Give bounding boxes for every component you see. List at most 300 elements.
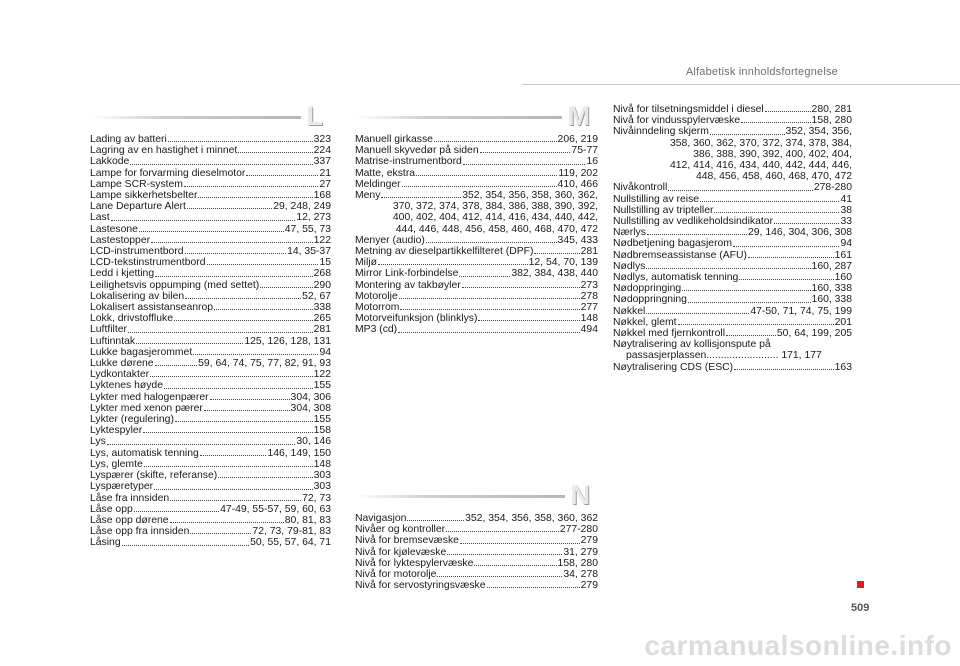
entry-pages: 158 [313, 425, 331, 437]
index-entry [613, 362, 852, 373]
entry-term: Nivå for kjølevæske [355, 546, 447, 558]
entry-term: Miljø [355, 257, 377, 269]
entry-term: Montering av takbøyler [355, 279, 461, 291]
entry-term: Låse opp [90, 503, 133, 515]
entry-term: Motorveifunksjon (blinklys) [355, 313, 478, 325]
dot-leader [381, 196, 461, 198]
entry-term: Lukke bagasjerommet [90, 346, 193, 358]
entry-term: Lakkode [90, 156, 130, 168]
index-entry [90, 190, 331, 201]
heading-bar [90, 116, 301, 119]
entry-term: Låsing [90, 537, 121, 549]
entry-pages: 38 [840, 204, 852, 216]
index-entry [613, 194, 852, 205]
entry-pages: 278-280 [813, 182, 852, 194]
entry-pages: 304, 306 [290, 391, 331, 403]
watermark: carmanualsonline.info [644, 630, 952, 661]
entry-pages: 201 [834, 316, 852, 328]
index-entry [90, 179, 331, 190]
entry-term: Nødoppringning [613, 294, 687, 306]
dot-leader [193, 353, 318, 355]
dot-leader [426, 241, 557, 243]
dot-leader [668, 189, 813, 191]
dot-leader [700, 200, 839, 202]
entry-pages: 12, 273 [296, 212, 331, 224]
entry-term: Motorrom [355, 302, 400, 314]
entry-term: Nivå for bremsevæske [355, 535, 459, 547]
entry-pages: 41 [840, 193, 852, 205]
index-entry [90, 470, 331, 481]
entry-term: Matrise-instrumentbord [355, 156, 462, 168]
index-entry [90, 302, 331, 313]
entry-pages: 12, 54, 70, 139 [528, 257, 598, 269]
entry-term: Lyspærer (skifte, referanse) [90, 470, 218, 482]
entry-pages: 273 [580, 279, 598, 291]
dot-leader [143, 431, 312, 433]
dot-leader [122, 544, 249, 546]
entry-pages: 160, 287 [811, 260, 852, 272]
entry-term: Ledd i kjetting [90, 268, 155, 280]
dot-leader [175, 420, 313, 422]
dot-leader [151, 241, 313, 243]
index-entry [90, 336, 331, 347]
dot-leader [144, 465, 313, 467]
dot-leader [246, 174, 318, 176]
dot-leader [398, 331, 580, 333]
dot-leader [734, 368, 834, 370]
dot-leader [459, 275, 510, 277]
dot-leader [474, 564, 556, 566]
index-entry [90, 235, 331, 246]
dot-leader [134, 510, 219, 512]
index-entry [90, 403, 331, 414]
entry-pages: 158, 280 [557, 557, 598, 569]
entry-pages: 352, 354, 356, 358, 360, 362, [462, 190, 598, 202]
index-entry [90, 313, 331, 324]
dot-leader [678, 323, 834, 325]
index-entry [90, 493, 331, 504]
entry-term: Låse opp fra innsiden [90, 526, 190, 538]
section-n-continued [613, 104, 852, 373]
index-entry [355, 179, 598, 190]
entry-pages-continued: 386, 388, 390, 392, 400, 402, 404, [693, 148, 852, 160]
entry-pages: 34, 278 [563, 569, 598, 581]
index-entry [355, 324, 598, 335]
entry-term: Meny [355, 190, 381, 202]
dot-leader [185, 297, 301, 299]
entry-term: Metning av dieselpartikkelfilteret (DPF) [355, 246, 534, 258]
index-entry [355, 580, 598, 591]
index-entry [90, 280, 331, 291]
index-entries [613, 104, 852, 373]
entry-term: Manuell girkasse [355, 134, 433, 145]
index-entry [613, 115, 852, 126]
entry-pages: 119, 202 [558, 167, 598, 179]
entry-pages: 224 [313, 145, 331, 157]
section-heading-m [355, 101, 598, 131]
dot-leader [200, 454, 267, 456]
index-entry [90, 537, 331, 548]
entry-term: Lukke dørene [90, 358, 154, 370]
entry-term: Lyspæretyper [90, 481, 154, 493]
entry-term: Meldinger [355, 178, 401, 190]
index-entry [613, 339, 852, 350]
entry-pages: 168 [313, 190, 331, 202]
index-entry [613, 238, 852, 249]
entry-term: Lyktespyler [90, 425, 143, 437]
entry-pages: 160, 338 [811, 294, 852, 306]
entry-pages: 345, 433 [557, 234, 598, 246]
section-letter: L [306, 101, 323, 131]
entry-pages: 410, 466 [557, 178, 598, 190]
index-entry [613, 294, 852, 305]
entry-term: Lastesone [90, 223, 138, 235]
index-entry [613, 317, 852, 328]
dot-leader [407, 519, 464, 521]
entry-term: Lane Departure Alert [90, 201, 186, 213]
index-entry [90, 414, 331, 425]
index-entry [613, 283, 852, 294]
index-entry [90, 212, 331, 223]
entry-pages: 30, 146 [296, 436, 331, 448]
index-entry [355, 190, 598, 201]
entry-term: Navigasjon [355, 513, 407, 524]
entry-term: MP3 (cd) [355, 324, 398, 336]
entry-term: LCD-instrumentbord [90, 246, 184, 258]
entry-term: Nivåinndeling skjerm [613, 126, 709, 138]
entry-pages: 52, 67 [302, 290, 331, 302]
index-entry [90, 504, 331, 515]
entry-term: Nødlys [613, 260, 646, 272]
entry-term: Lys, glemte [90, 458, 143, 470]
index-entry [90, 459, 331, 470]
entry-pages: 155 [313, 380, 331, 392]
index-entry [355, 558, 598, 569]
entry-term: Nivåer og kontroller [355, 524, 446, 536]
index-entry [90, 515, 331, 526]
dot-leader [487, 586, 580, 588]
entry-pages: 125, 126, 128, 131 [244, 335, 331, 347]
dot-leader [480, 151, 571, 153]
entry-pages: 14, 35-37 [287, 246, 331, 258]
page-number: 509 [851, 602, 870, 614]
entry-pages: 352, 354, 356, 358, 360, 362 [465, 513, 598, 524]
index-entry [90, 134, 331, 145]
index-entry [90, 145, 331, 156]
section-m [355, 101, 598, 336]
entry-term: Nivåkontroll [613, 182, 668, 194]
dot-leader [260, 286, 312, 288]
dot-leader [399, 297, 580, 299]
entry-term: Lyktenes høyde [90, 380, 163, 392]
entry-term: Lagring av en hastighet i minnet [90, 145, 238, 157]
entry-pages: 323 [313, 134, 331, 145]
entry-term: Nøkkel med fjernkontroll [613, 328, 726, 340]
dot-leader [402, 185, 557, 187]
entry-pages: 265 [313, 313, 331, 325]
entry-pages: 268 [313, 268, 331, 280]
dot-leader [155, 275, 313, 277]
entry-term: Lydkontakter [90, 369, 150, 381]
entry-term: Nullstilling av tripteller [613, 204, 714, 216]
index-entry [613, 216, 852, 227]
dot-leader [130, 163, 312, 165]
dot-leader [726, 334, 776, 336]
index-entry [90, 369, 331, 380]
page-header-title: Alfabetisk innholdsfortegnelse [685, 66, 838, 78]
entry-pages: 382, 384, 438, 440 [511, 268, 598, 280]
entry-term: Menyer (audio) [355, 234, 425, 246]
dot-leader [534, 252, 579, 254]
entry-term: Lys [90, 436, 106, 448]
dot-leader [168, 140, 313, 142]
entry-term: Luftinntak [90, 335, 136, 347]
index-entry [355, 246, 598, 257]
entry-term: Låse fra innsiden [90, 492, 170, 504]
entry-pages: 277 [580, 302, 598, 314]
entry-pages: 47-50, 71, 74, 75, 199 [750, 305, 852, 317]
dot-leader [107, 443, 296, 445]
index-entry [355, 156, 598, 167]
dot-leader [739, 278, 833, 280]
index-entry [355, 513, 598, 524]
entry-pages: 161 [834, 249, 852, 261]
index-entry [613, 306, 852, 317]
entry-term: Last [90, 212, 110, 224]
index-entry [355, 524, 598, 535]
entry-pages: 160, 338 [811, 283, 852, 295]
entry-pages: 279 [580, 535, 598, 547]
section-letter: N [570, 480, 590, 510]
entry-term: Nivå for lyktespylervæske [355, 557, 474, 569]
section-letter: M [567, 101, 590, 131]
entry-term: Lykter med halogenpærer [90, 391, 209, 403]
entry-pages: 160 [834, 272, 852, 284]
section-n [355, 480, 598, 592]
entry-term: Nødlys, automatisk tenning [613, 272, 739, 284]
entry-term: Lastestopper [90, 234, 151, 246]
entry-pages: 158, 280 [811, 115, 852, 127]
index-entry [90, 257, 331, 268]
entry-term: Nødbremseassistanse (AFU) [613, 249, 747, 261]
entry-pages-continued: 358, 360, 362, 370, 372, 374, 378, 384, [670, 137, 852, 149]
index-entry [613, 182, 852, 193]
dot-leader [136, 342, 243, 344]
entry-pages: 50, 64, 199, 205 [776, 328, 852, 340]
dot-leader [190, 532, 251, 534]
dot-leader [187, 207, 272, 209]
entry-pages-continued: passasjerplassen......................... 171, 177 [626, 350, 822, 362]
dot-leader [748, 256, 834, 258]
index-entry [355, 280, 598, 291]
index-entry [355, 268, 598, 279]
dot-leader [710, 133, 785, 135]
index-entry [613, 261, 852, 272]
entry-pages: 21 [319, 167, 331, 179]
dot-leader [207, 263, 319, 265]
dot-leader [478, 319, 579, 321]
entry-pages-continued: 400, 402, 404, 412, 414, 416, 434, 440, 442, [392, 212, 598, 224]
index-entry [90, 201, 331, 212]
dot-leader [774, 222, 839, 224]
index-entry [613, 205, 852, 216]
entry-term: Lys, automatisk tenning [90, 447, 199, 459]
entry-pages: 281 [313, 324, 331, 336]
red-square-marker [857, 581, 864, 588]
entry-pages: 278 [580, 290, 598, 302]
dot-leader [170, 499, 301, 501]
entry-pages-continued: 370, 372, 374, 378, 384, 386, 388, 390, 392, [392, 201, 598, 213]
index-entry [90, 246, 331, 257]
entry-pages-continued: 444, 446, 448, 456, 458, 460, 468, 470, 472 [395, 223, 598, 235]
entry-term: Matte, ekstra [355, 167, 416, 179]
dot-leader [128, 331, 313, 333]
index-entry [90, 380, 331, 391]
index-entry [355, 547, 598, 558]
dot-leader [765, 110, 811, 112]
index-entry [90, 436, 331, 447]
dot-leader [154, 488, 313, 490]
index-entry [355, 569, 598, 580]
heading-bar [355, 116, 562, 119]
index-entries [90, 132, 331, 549]
entry-term: Lykter med xenon pærer [90, 402, 203, 414]
dot-leader [170, 521, 284, 523]
entry-pages: 59, 64, 74, 75, 77, 82, 91, 93 [198, 358, 331, 370]
entry-pages: 47-49, 55-57, 59, 60, 63 [220, 503, 331, 515]
entry-pages: 277-280 [559, 524, 598, 536]
section-heading-l [90, 101, 331, 131]
entry-pages: 31, 279 [563, 546, 598, 558]
entry-pages: 280, 281 [811, 104, 852, 115]
entry-pages: 337 [313, 156, 331, 168]
entry-pages: 148 [580, 313, 598, 325]
dot-leader [462, 286, 580, 288]
index-entry [90, 358, 331, 369]
index-entry [613, 126, 852, 137]
entry-pages: 27 [319, 178, 331, 190]
entry-term: Nullstilling av vedlikeholdsindikator [613, 216, 773, 228]
index-entry [355, 535, 598, 546]
index-entry [613, 104, 852, 115]
entry-term: Lokalisert assistanseanrop [90, 302, 214, 314]
entry-term: Leilighetsvis oppumping (med settet) [90, 279, 260, 291]
index-entry [90, 224, 331, 235]
entry-term: Lampe for forvarming dieselmotor [90, 167, 246, 179]
entry-term: Nødoppringing [613, 283, 682, 295]
entry-pages: 338 [313, 302, 331, 314]
index-entry [613, 250, 852, 261]
index-entry [355, 313, 598, 324]
dot-leader [733, 245, 839, 247]
entry-term: Lokk, drivstoffluke [90, 313, 173, 325]
entry-pages: 146, 149, 150 [267, 447, 331, 459]
dot-leader [446, 530, 559, 532]
entry-pages: 122 [313, 234, 331, 246]
section-l [90, 101, 331, 549]
entry-term: Nøkkel [613, 305, 646, 317]
entry-term: Lampe sikkerhetsbelter [90, 190, 198, 202]
dot-leader [688, 301, 811, 303]
index-entries [355, 511, 598, 591]
dot-leader [416, 174, 557, 176]
dot-leader [214, 308, 313, 310]
entry-pages: 279 [580, 580, 598, 592]
entry-term: Nøkkel, glemt [613, 316, 677, 328]
dot-leader [204, 409, 290, 411]
index-entry [90, 291, 331, 302]
dot-leader [400, 308, 579, 310]
entry-pages: 303 [313, 470, 331, 482]
index-entry [90, 526, 331, 537]
index-entry [355, 235, 598, 246]
dot-leader [646, 312, 749, 314]
index-entry [90, 448, 331, 459]
entry-pages: 148 [313, 458, 331, 470]
entry-pages: 155 [313, 414, 331, 426]
entry-term: Nivå for tilsetningsmiddel i diesel [613, 104, 764, 115]
dot-leader [184, 185, 318, 187]
dot-leader [434, 140, 557, 142]
index-entry [355, 291, 598, 302]
entry-term: Manuell skyvedør på siden [355, 145, 479, 157]
dot-leader [198, 196, 312, 198]
entry-pages: 29, 146, 304, 306, 308 [748, 227, 852, 239]
entry-term: Nivå for servostyringsvæske [355, 580, 486, 592]
dot-leader [238, 151, 312, 153]
entry-term: Nivå for vindusspylervæske [613, 115, 741, 127]
entry-pages-continued: 448, 456, 458, 460, 468, 470, 472 [696, 171, 852, 183]
entry-term: Låse opp dørene [90, 514, 169, 526]
dot-leader [155, 364, 198, 366]
entry-term: Nødbetjening bagasjerom [613, 238, 732, 250]
dot-leader [164, 387, 313, 389]
dot-leader [647, 233, 747, 235]
entry-term: Lading av batteri [90, 134, 167, 145]
entry-pages: 94 [319, 346, 331, 358]
entry-pages: 72, 73 [302, 492, 331, 504]
entry-pages: 47, 55, 73 [284, 223, 331, 235]
dot-leader [139, 230, 284, 232]
entry-term: Nøytralisering CDS (ESC) [613, 361, 734, 373]
dot-leader [174, 319, 313, 321]
index-entry [90, 324, 331, 335]
entry-pages: 29, 248, 249 [273, 201, 331, 213]
entry-pages: 122 [313, 369, 331, 381]
entry-term: Luftfilter [90, 324, 127, 336]
dot-leader [111, 219, 296, 221]
index-entry [355, 145, 598, 156]
index-entry [355, 134, 598, 145]
heading-bar [355, 495, 565, 498]
index-entry [355, 302, 598, 313]
dot-leader [218, 476, 312, 478]
index-entry [90, 268, 331, 279]
index-entry [613, 328, 852, 339]
entry-pages: 75-77 [571, 145, 598, 157]
dot-leader [447, 553, 562, 555]
entry-pages: 304, 308 [290, 402, 331, 414]
dot-leader [150, 375, 313, 377]
index-entry [613, 227, 852, 238]
entry-term: Lampe SCR-system [90, 178, 183, 190]
entry-term: LCD-tekstinstrumentbord [90, 257, 206, 269]
dot-leader [646, 267, 810, 269]
entry-pages: 352, 354, 356, [785, 126, 852, 138]
entry-pages: 303 [313, 481, 331, 493]
entry-pages: 290 [313, 279, 331, 291]
index-entry [90, 347, 331, 358]
